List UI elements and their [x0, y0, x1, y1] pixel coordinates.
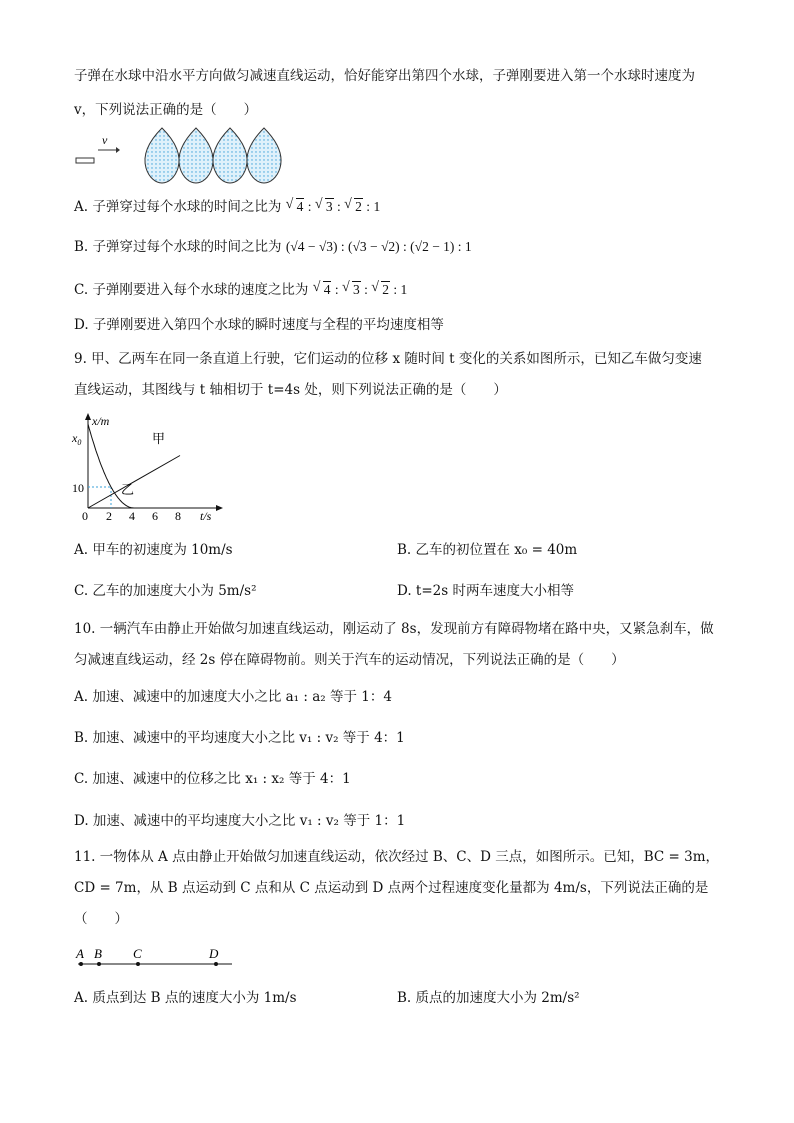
water-ball: [247, 128, 281, 183]
q11-points-figure: [72, 942, 242, 972]
q8-option-a-ratio: √ 4 : √ 3 : √ 2 : 1: [286, 199, 381, 214]
point-d-label: D: [209, 946, 219, 961]
q11-stem-line2: CD = 7m，从 B 点运动到 C 点和从 C 点运动到 D 点两个过程速度变化量都为 4m/s，下列说法正确的是: [74, 880, 709, 896]
q10-option-d[interactable]: D. 加速、减速中的平均速度大小之比 v₁ : v₂ 等于 1：1: [74, 813, 406, 829]
q8-stem-line1: 子弹在水球中沿水平方向做匀减速直线运动，恰好能穿出第四个水球，子弹刚要进入第一个水球时速度为: [74, 68, 695, 84]
y-axis: [85, 413, 91, 508]
point-d-dot: [214, 962, 218, 966]
q8-option-b-ratio: (√4 − √3) : (√3 − √2) : (√2 − 1) : 1: [285, 239, 472, 254]
y-tick-x0: $x_0$: [72, 431, 82, 447]
bullet-icon: [76, 158, 94, 163]
x-tick-6: 6: [152, 509, 158, 522]
x-axis-label: t/s: [200, 509, 212, 522]
q9-option-c[interactable]: C. 乙车的加速度大小为 5m/s²: [74, 583, 257, 599]
q8-option-c[interactable]: C. 子弹刚要进入每个水球的速度之比为 √ 4 : √ 3 : √ 2 : 1: [74, 281, 407, 299]
q10-option-a[interactable]: A. 加速、减速中的加速度大小之比 a₁ : a₂ 等于 1：4: [74, 689, 392, 705]
velocity-label: v: [102, 133, 108, 147]
velocity-arrow-icon: [98, 147, 120, 153]
q11-stem-line1: 11. 一物体从 A 点由静止开始做匀加速直线运动，依次经过 B、C、D 三点，如图所示。已知，BC = 3m，: [74, 849, 720, 865]
point-a-dot: [79, 962, 83, 966]
q8-option-c-ratio: √ 4 : √ 3 : √ 2 : 1: [313, 282, 408, 297]
q8-option-d[interactable]: D. 子弹刚要进入第四个水球的瞬时速度与全程的平均速度相等: [74, 317, 444, 333]
series-yi-label: 乙: [121, 482, 135, 497]
q11-stem-line3: （ ）: [74, 911, 128, 927]
q10-stem-line2: 匀减速直线运动，经 2s 停在障碍物前。则关于汽车的运动情况，下列说法正确的是（ ）: [74, 652, 625, 668]
q9-xt-chart: [70, 410, 230, 522]
q11-option-a[interactable]: A. 质点到达 B 点的速度大小为 1m/s: [74, 990, 297, 1006]
y-tick-10: 10: [72, 481, 84, 495]
q8-option-b[interactable]: B. 子弹穿过每个水球的时间之比为 (√4 − √3) : (√3 − √2) : (√2 − 1) : 1: [74, 239, 472, 255]
x-tick-0: 0: [82, 509, 88, 522]
point-b-label: B: [94, 946, 102, 961]
point-c-label: C: [133, 946, 142, 961]
q8-stem-line2: v，下列说法正确的是（ ）: [74, 102, 258, 118]
series-jia-label: 甲: [152, 431, 166, 446]
q10-option-c[interactable]: C. 加速、减速中的位移之比 x₁ : x₂ 等于 4：1: [74, 771, 351, 787]
water-ball: [179, 128, 213, 183]
x-tick-2: 2: [106, 509, 112, 522]
x-tick-4: 4: [129, 509, 135, 522]
point-c-dot: [136, 962, 140, 966]
point-a-label: A: [76, 946, 84, 961]
water-ball: [213, 128, 247, 183]
q10-stem-line1: 10. 一辆汽车由静止开始做匀加速直线运动，刚运动了 8s，发现前方有障碍物堵在路中央，又紧急刹车，做: [74, 621, 714, 637]
q9-stem-line2: 直线运动，其图线与 t 轴相切于 t=4s 处，则下列说法正确的是（ ）: [74, 382, 507, 398]
q11-option-b[interactable]: B. 质点的加速度大小为 2m/s²: [397, 990, 580, 1006]
q9-stem-line1: 9. 甲、乙两车在同一条直道上行驶，它们运动的位移 x 随时间 t 变化的关系如图所示，已知乙车做匀变速: [74, 351, 702, 367]
q9-option-a[interactable]: A. 甲车的初速度为 10m/s: [74, 542, 233, 558]
point-b-dot: [97, 962, 101, 966]
q9-option-b[interactable]: B. 乙车的初位置在 x₀ = 40m: [397, 542, 578, 558]
water-ball: [145, 128, 179, 183]
q8-option-a[interactable]: A. 子弹穿过每个水球的时间之比为 √ 4 : √ 3 : √ 2 : 1: [74, 198, 380, 216]
q10-option-b[interactable]: B. 加速、减速中的平均速度大小之比 v₁ : v₂ 等于 4：1: [74, 730, 405, 746]
y-axis-label: x/m: [92, 414, 110, 428]
x-tick-8: 8: [175, 509, 181, 522]
q9-option-d[interactable]: D. t=2s 时两车速度大小相等: [397, 583, 574, 599]
water-balls-figure: [70, 126, 320, 186]
